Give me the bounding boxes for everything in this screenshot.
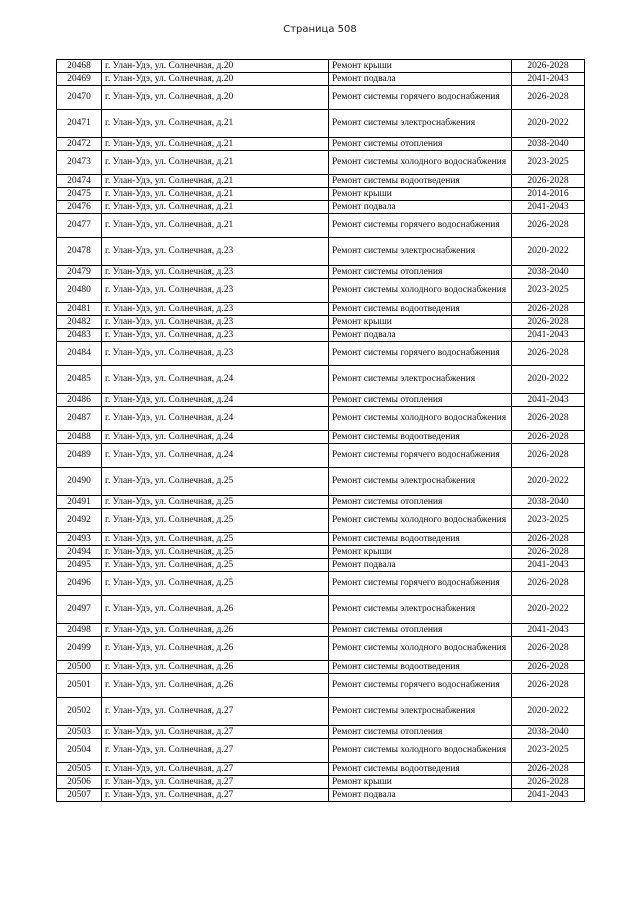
work-type-cell: Ремонт крыши (329, 316, 512, 329)
work-type-cell: Ремонт системы горячего водоснабжения (329, 342, 512, 366)
work-type-cell: Ремонт системы электроснабжения (329, 698, 512, 726)
row-id-cell: 20500 (57, 661, 102, 674)
table-row (57, 329, 585, 342)
period-cell: 2023-2025 (512, 739, 585, 763)
row-id-cell: 20476 (57, 201, 102, 214)
row-id-cell: 20495 (57, 559, 102, 572)
address-cell: г. Улан-Удэ, ул. Солнечная, д.25 (102, 559, 329, 572)
table-row (57, 342, 585, 366)
row-id-cell: 20489 (57, 444, 102, 468)
table-row (57, 175, 585, 188)
address-cell: г. Улан-Удэ, ул. Солнечная, д.24 (102, 444, 329, 468)
address-cell: г. Улан-Удэ, ул. Солнечная, д.21 (102, 201, 329, 214)
address-cell: г. Улан-Удэ, ул. Солнечная, д.23 (102, 266, 329, 279)
period-cell: 2041-2043 (512, 201, 585, 214)
table-row (57, 86, 585, 110)
address-cell: г. Улан-Удэ, ул. Солнечная, д.23 (102, 342, 329, 366)
row-id-cell: 20497 (57, 596, 102, 624)
row-id-cell: 20492 (57, 509, 102, 533)
period-cell: 2026-2028 (512, 175, 585, 188)
row-id-cell: 20482 (57, 316, 102, 329)
row-id-cell: 20488 (57, 431, 102, 444)
row-id-cell: 20470 (57, 86, 102, 110)
work-type-cell: Ремонт системы электроснабжения (329, 468, 512, 496)
period-cell: 2014-2016 (512, 188, 585, 201)
address-cell: г. Улан-Удэ, ул. Солнечная, д.21 (102, 151, 329, 175)
work-type-cell: Ремонт подвала (329, 789, 512, 802)
table-row (57, 776, 585, 789)
row-id-cell: 20498 (57, 624, 102, 637)
period-cell: 2026-2028 (512, 303, 585, 316)
address-cell: г. Улан-Удэ, ул. Солнечная, д.26 (102, 637, 329, 661)
period-cell: 2038-2040 (512, 138, 585, 151)
period-cell: 2026-2028 (512, 572, 585, 596)
period-cell: 2026-2028 (512, 546, 585, 559)
row-id-cell: 20475 (57, 188, 102, 201)
period-cell: 2026-2028 (512, 533, 585, 546)
address-cell: г. Улан-Удэ, ул. Солнечная, д.25 (102, 496, 329, 509)
table-row (57, 496, 585, 509)
row-id-cell: 20499 (57, 637, 102, 661)
period-cell: 2026-2028 (512, 776, 585, 789)
address-cell: г. Улан-Удэ, ул. Солнечная, д.27 (102, 789, 329, 802)
period-cell: 2020-2022 (512, 366, 585, 394)
table-row (57, 366, 585, 394)
address-cell: г. Улан-Удэ, ул. Солнечная, д.21 (102, 138, 329, 151)
work-type-cell: Ремонт крыши (329, 776, 512, 789)
work-type-cell: Ремонт системы отопления (329, 266, 512, 279)
work-type-cell: Ремонт системы холодного водоснабжения (329, 151, 512, 175)
address-cell: г. Улан-Удэ, ул. Солнечная, д.23 (102, 303, 329, 316)
period-cell: 2041-2043 (512, 329, 585, 342)
row-id-cell: 20504 (57, 739, 102, 763)
work-type-cell: Ремонт системы электроснабжения (329, 238, 512, 266)
period-cell: 2026-2028 (512, 661, 585, 674)
address-cell: г. Улан-Удэ, ул. Солнечная, д.27 (102, 726, 329, 739)
period-cell: 2026-2028 (512, 637, 585, 661)
work-type-cell: Ремонт системы горячего водоснабжения (329, 572, 512, 596)
work-type-cell: Ремонт системы водоотведения (329, 175, 512, 188)
work-type-cell: Ремонт системы горячего водоснабжения (329, 86, 512, 110)
table-row (57, 431, 585, 444)
work-type-cell: Ремонт подвала (329, 73, 512, 86)
row-id-cell: 20486 (57, 394, 102, 407)
table-row (57, 674, 585, 698)
work-type-cell: Ремонт системы отопления (329, 394, 512, 407)
row-id-cell: 20469 (57, 73, 102, 86)
address-cell: г. Улан-Удэ, ул. Солнечная, д.24 (102, 394, 329, 407)
table-row (57, 73, 585, 86)
row-id-cell: 20477 (57, 214, 102, 238)
table-row (57, 637, 585, 661)
work-type-cell: Ремонт системы горячего водоснабжения (329, 674, 512, 698)
address-cell: г. Улан-Удэ, ул. Солнечная, д.20 (102, 60, 329, 73)
work-type-cell: Ремонт системы горячего водоснабжения (329, 444, 512, 468)
address-cell: г. Улан-Удэ, ул. Солнечная, д.26 (102, 674, 329, 698)
row-id-cell: 20493 (57, 533, 102, 546)
work-type-cell: Ремонт системы отопления (329, 726, 512, 739)
table-row (57, 698, 585, 726)
work-type-cell: Ремонт системы холодного водоснабжения (329, 279, 512, 303)
address-cell: г. Улан-Удэ, ул. Солнечная, д.23 (102, 238, 329, 266)
table-row (57, 739, 585, 763)
address-cell: г. Улан-Удэ, ул. Солнечная, д.27 (102, 698, 329, 726)
work-type-cell: Ремонт системы отопления (329, 138, 512, 151)
table-row (57, 266, 585, 279)
work-type-cell: Ремонт крыши (329, 188, 512, 201)
table-row (57, 303, 585, 316)
address-cell: г. Улан-Удэ, ул. Солнечная, д.24 (102, 407, 329, 431)
period-cell: 2026-2028 (512, 431, 585, 444)
table-row (57, 763, 585, 776)
work-type-cell: Ремонт системы холодного водоснабжения (329, 509, 512, 533)
period-cell: 2020-2022 (512, 238, 585, 266)
period-cell: 2026-2028 (512, 763, 585, 776)
address-cell: г. Улан-Удэ, ул. Солнечная, д.24 (102, 366, 329, 394)
row-id-cell: 20473 (57, 151, 102, 175)
address-cell: г. Улан-Удэ, ул. Солнечная, д.26 (102, 624, 329, 637)
table-row (57, 60, 585, 73)
table-row (57, 468, 585, 496)
table-row (57, 533, 585, 546)
address-cell: г. Улан-Удэ, ул. Солнечная, д.25 (102, 509, 329, 533)
period-cell: 2038-2040 (512, 726, 585, 739)
address-cell: г. Улан-Удэ, ул. Солнечная, д.23 (102, 316, 329, 329)
address-cell: г. Улан-Удэ, ул. Солнечная, д.25 (102, 572, 329, 596)
period-cell: 2041-2043 (512, 789, 585, 802)
address-cell: г. Улан-Удэ, ул. Солнечная, д.21 (102, 110, 329, 138)
address-cell: г. Улан-Удэ, ул. Солнечная, д.25 (102, 533, 329, 546)
row-id-cell: 20490 (57, 468, 102, 496)
table-row (57, 407, 585, 431)
address-cell: г. Улан-Удэ, ул. Солнечная, д.25 (102, 546, 329, 559)
address-cell: г. Улан-Удэ, ул. Солнечная, д.26 (102, 596, 329, 624)
work-type-cell: Ремонт крыши (329, 60, 512, 73)
address-cell: г. Улан-Удэ, ул. Солнечная, д.27 (102, 739, 329, 763)
row-id-cell: 20479 (57, 266, 102, 279)
address-cell: г. Улан-Удэ, ул. Солнечная, д.21 (102, 188, 329, 201)
address-cell: г. Улан-Удэ, ул. Солнечная, д.21 (102, 214, 329, 238)
period-cell: 2041-2043 (512, 624, 585, 637)
row-id-cell: 20472 (57, 138, 102, 151)
work-type-cell: Ремонт системы водоотведения (329, 303, 512, 316)
row-id-cell: 20481 (57, 303, 102, 316)
work-type-cell: Ремонт подвала (329, 559, 512, 572)
table-row (57, 138, 585, 151)
period-cell: 2023-2025 (512, 509, 585, 533)
table-row (57, 789, 585, 802)
work-type-cell: Ремонт системы холодного водоснабжения (329, 637, 512, 661)
row-id-cell: 20471 (57, 110, 102, 138)
table-row (57, 509, 585, 533)
period-cell: 2026-2028 (512, 407, 585, 431)
row-id-cell: 20478 (57, 238, 102, 266)
table-row (57, 316, 585, 329)
page-header: Страница 508 (283, 24, 357, 35)
work-type-cell: Ремонт крыши (329, 546, 512, 559)
period-cell: 2038-2040 (512, 496, 585, 509)
row-id-cell: 20494 (57, 546, 102, 559)
work-type-cell: Ремонт системы отопления (329, 496, 512, 509)
row-id-cell: 20506 (57, 776, 102, 789)
table-row (57, 214, 585, 238)
work-type-cell: Ремонт системы холодного водоснабжения (329, 407, 512, 431)
address-cell: г. Улан-Удэ, ул. Солнечная, д.27 (102, 776, 329, 789)
row-id-cell: 20483 (57, 329, 102, 342)
work-type-cell: Ремонт системы электроснабжения (329, 366, 512, 394)
row-id-cell: 20485 (57, 366, 102, 394)
period-cell: 2041-2043 (512, 73, 585, 86)
period-cell: 2041-2043 (512, 394, 585, 407)
work-type-cell: Ремонт системы электроснабжения (329, 110, 512, 138)
period-cell: 2041-2043 (512, 559, 585, 572)
table-row (57, 151, 585, 175)
work-type-cell: Ремонт системы водоотведения (329, 431, 512, 444)
table-row (57, 444, 585, 468)
address-cell: г. Улан-Удэ, ул. Солнечная, д.27 (102, 763, 329, 776)
period-cell: 2020-2022 (512, 596, 585, 624)
period-cell: 2026-2028 (512, 444, 585, 468)
work-type-cell: Ремонт системы холодного водоснабжения (329, 739, 512, 763)
period-cell: 2026-2028 (512, 316, 585, 329)
row-id-cell: 20468 (57, 60, 102, 73)
address-cell: г. Улан-Удэ, ул. Солнечная, д.25 (102, 468, 329, 496)
period-cell: 2020-2022 (512, 110, 585, 138)
row-id-cell: 20507 (57, 789, 102, 802)
work-type-cell: Ремонт системы водоотведения (329, 763, 512, 776)
row-id-cell: 20487 (57, 407, 102, 431)
address-cell: г. Улан-Удэ, ул. Солнечная, д.20 (102, 86, 329, 110)
repair-schedule-table (56, 59, 585, 802)
work-type-cell: Ремонт подвала (329, 329, 512, 342)
table-row (57, 238, 585, 266)
work-type-cell: Ремонт системы водоотведения (329, 661, 512, 674)
address-cell: г. Улан-Удэ, ул. Солнечная, д.24 (102, 431, 329, 444)
table-row (57, 394, 585, 407)
work-type-cell: Ремонт системы водоотведения (329, 533, 512, 546)
table-row (57, 726, 585, 739)
table-row (57, 572, 585, 596)
work-type-cell: Ремонт системы горячего водоснабжения (329, 214, 512, 238)
period-cell: 2023-2025 (512, 279, 585, 303)
row-id-cell: 20505 (57, 763, 102, 776)
work-type-cell: Ремонт системы электроснабжения (329, 596, 512, 624)
period-cell: 2038-2040 (512, 266, 585, 279)
row-id-cell: 20491 (57, 496, 102, 509)
period-cell: 2026-2028 (512, 60, 585, 73)
address-cell: г. Улан-Удэ, ул. Солнечная, д.20 (102, 73, 329, 86)
period-cell: 2020-2022 (512, 698, 585, 726)
table-row (57, 596, 585, 624)
table-row (57, 188, 585, 201)
table-row (57, 546, 585, 559)
period-cell: 2023-2025 (512, 151, 585, 175)
table-body (57, 60, 585, 802)
table-row (57, 110, 585, 138)
row-id-cell: 20503 (57, 726, 102, 739)
period-cell: 2026-2028 (512, 214, 585, 238)
row-id-cell: 20501 (57, 674, 102, 698)
row-id-cell: 20480 (57, 279, 102, 303)
table-row (57, 559, 585, 572)
period-cell: 2020-2022 (512, 468, 585, 496)
table-row (57, 201, 585, 214)
work-type-cell: Ремонт системы отопления (329, 624, 512, 637)
period-cell: 2026-2028 (512, 342, 585, 366)
row-id-cell: 20496 (57, 572, 102, 596)
address-cell: г. Улан-Удэ, ул. Солнечная, д.23 (102, 279, 329, 303)
work-type-cell: Ремонт подвала (329, 201, 512, 214)
table-row (57, 661, 585, 674)
period-cell: 2026-2028 (512, 674, 585, 698)
row-id-cell: 20502 (57, 698, 102, 726)
table-row (57, 624, 585, 637)
address-cell: г. Улан-Удэ, ул. Солнечная, д.21 (102, 175, 329, 188)
address-cell: г. Улан-Удэ, ул. Солнечная, д.23 (102, 329, 329, 342)
row-id-cell: 20474 (57, 175, 102, 188)
table-row (57, 279, 585, 303)
period-cell: 2026-2028 (512, 86, 585, 110)
row-id-cell: 20484 (57, 342, 102, 366)
address-cell: г. Улан-Удэ, ул. Солнечная, д.26 (102, 661, 329, 674)
